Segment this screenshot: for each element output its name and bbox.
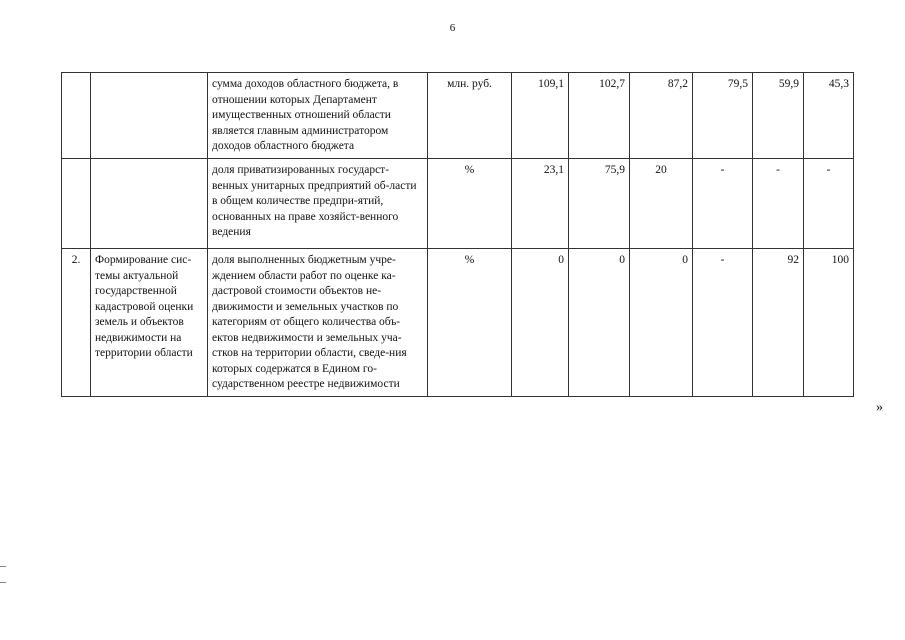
edge-mark — [0, 566, 6, 567]
value-cell: - — [753, 159, 804, 249]
table-row — [62, 159, 854, 249]
table-row — [62, 73, 854, 159]
row-number — [62, 159, 91, 249]
goal-name — [91, 73, 208, 159]
value-cell: 79,5 — [693, 73, 753, 159]
value-cell: 102,7 — [569, 73, 630, 159]
indicator-name: сумма доходов областного бюджета, в отношении которых Департамент имущественных отношений области является главным администратором доходов областного бюджета — [208, 73, 428, 159]
value-cell: 59,9 — [753, 73, 804, 159]
value-cell: 45,3 — [804, 73, 854, 159]
value-cell: 0 — [630, 249, 693, 397]
indicator-name: доля выполненных бюджетным учре-ждением области работ по оценке ка-дастровой стоимости объектов не-движимости и земельных участков по категориям от общего количества объ-ектов недвижимости и земельных уча-стков на территории области, сведе-ния которых содержатся в Едином го-сударственном реестре недвижимости — [208, 249, 428, 397]
value-cell: 109,1 — [512, 73, 569, 159]
goal-name — [91, 159, 208, 249]
indicator-name: доля приватизированных государст-венных унитарных предприятий об-ласти в общем количестве предпри-ятий, основанных на праве хозяйст-венного ведения — [208, 159, 428, 249]
edge-mark — [0, 582, 6, 583]
value-cell: - — [693, 249, 753, 397]
row-number — [62, 73, 91, 159]
row-number: 2. — [62, 249, 91, 397]
page-number: 6 — [449, 22, 456, 34]
closing-quote: » — [876, 400, 883, 415]
unit-cell: млн. руб. — [428, 73, 512, 159]
value-cell: 100 — [804, 249, 854, 397]
value-cell: 0 — [569, 249, 630, 397]
table-row — [62, 249, 854, 397]
goal-name: Формирование сис-темы актуальной государственной кадастровой оценки земель и объектов недвижимости на территории области — [91, 249, 208, 397]
value-cell: 20 — [630, 159, 693, 249]
unit-cell: % — [428, 159, 512, 249]
value-cell: 0 — [512, 249, 569, 397]
value-cell: - — [693, 159, 753, 249]
value-cell: - — [804, 159, 854, 249]
value-cell: 23,1 — [512, 159, 569, 249]
value-cell: 92 — [753, 249, 804, 397]
unit-cell: % — [428, 249, 512, 397]
indicators-table — [61, 72, 854, 397]
value-cell: 75,9 — [569, 159, 630, 249]
value-cell: 87,2 — [630, 73, 693, 159]
